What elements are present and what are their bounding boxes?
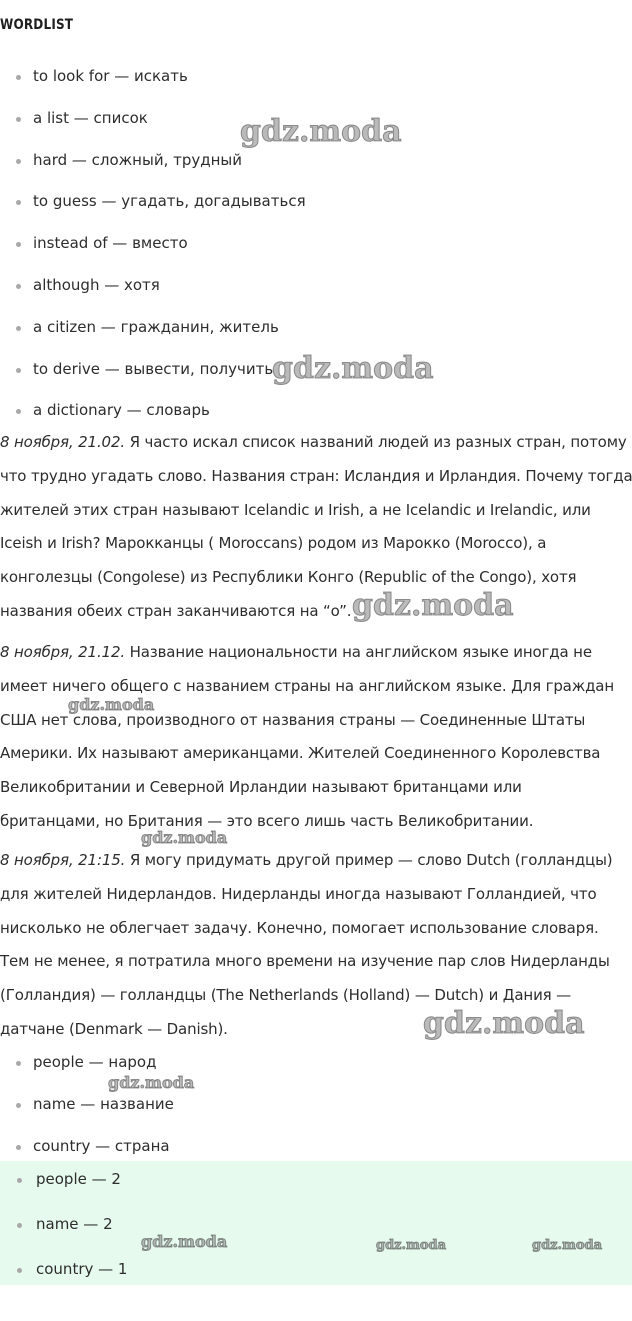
- list-item: a dictionary — словарь: [0, 400, 306, 442]
- entry-text: США нет слова, производного от названия страны — Соединенные Штаты: [0, 710, 586, 729]
- watermark: gdz.moda: [240, 114, 402, 149]
- diary-entry-2: [0, 636, 632, 839]
- watermark: gdz.moda: [68, 695, 155, 714]
- entry-text: Я могу придумать другой пример — слово Dutch (голландцы): [125, 851, 613, 869]
- entry-text: жителей этих стран называют Icelandic и Irish, а не Icelandic и Irelandic, или: [0, 500, 591, 519]
- watermark: gdz.moda: [376, 1238, 447, 1253]
- entry-text: Великобритании и Северной Ирландии называют британцами или: [0, 778, 522, 797]
- list-item: a citizen — гражданин, житель: [0, 317, 306, 359]
- wordlist-heading: WORDLIST: [0, 17, 74, 33]
- entry-text: для жителей Нидерландов. Нидерланды иногда называют Голландией, что: [0, 884, 597, 903]
- list-item: although — хотя: [0, 275, 306, 317]
- list-item: to derive — вывести, получить: [0, 359, 306, 401]
- list-item: country — страна: [0, 1136, 174, 1178]
- watermark: gdz.moda: [141, 1232, 228, 1251]
- entry-text: конголезцы (Congolese) из Республики Конго (Republic of the Congo), хотя: [0, 568, 577, 587]
- watermark: gdz.moda: [352, 588, 514, 623]
- list-item: people — народ: [0, 1052, 174, 1094]
- entry-text: (Голландия) — голландцы (The Netherlands (Holland) — Dutch) и Дания —: [0, 986, 572, 1005]
- entry-text: нисколько не облегчает задачу. Конечно, помогает использование словаря.: [0, 918, 599, 937]
- entry-text: названия обеих стран заканчиваются на “o”.: [0, 601, 352, 620]
- answer-list: [0, 1169, 127, 1304]
- diary-entry-1: [0, 426, 632, 629]
- watermark: gdz.moda: [532, 1238, 603, 1253]
- watermark: gdz.moda: [141, 828, 228, 847]
- entry-text: Я часто искал список названий людей из разных стран, потому: [124, 433, 627, 451]
- answer-item: people — 2: [0, 1169, 127, 1214]
- answer-item: country — 1: [0, 1259, 127, 1304]
- list-item: name — название: [0, 1094, 174, 1136]
- watermark: gdz.moda: [423, 1006, 585, 1041]
- entry-text: Тем не менее, я потратила много времени на изучение пар слов Нидерланды: [0, 952, 610, 971]
- watermark: gdz.moda: [272, 351, 434, 386]
- answer-box: [0, 1161, 632, 1285]
- entry-text: Iceish и Irish? Марокканцы ( Moroccans) родом из Марокко (Morocco), а: [0, 534, 547, 553]
- watermark: gdz.moda: [108, 1073, 195, 1092]
- entry-text: датчане (Denmark — Danish).: [0, 1019, 228, 1038]
- answer-item: name — 2: [0, 1214, 127, 1259]
- diary-entry-3: [0, 844, 632, 1047]
- entry-text: имеет ничего общего с названием страны на английском языке. Для граждан: [0, 676, 615, 695]
- wordlist: [0, 66, 306, 442]
- entry-text: что трудно угадать слово. Названия стран: Исландия и Ирландия. Почему тогда: [0, 466, 632, 485]
- entry-text: Америки. Их называют американцами. Жителей Соединенного Королевства: [0, 744, 601, 763]
- entry-timestamp: 8 ноября, 21.12.: [0, 643, 125, 661]
- list-item: to look for — искать: [0, 66, 306, 108]
- task-wordlist: [0, 1052, 174, 1177]
- entry-timestamp: 8 ноября, 21:15.: [0, 851, 126, 869]
- list-item: hard — сложный, трудный: [0, 150, 306, 192]
- list-item: to guess — угадать, догадываться: [0, 191, 306, 233]
- entry-text: британцами, но Британия — это всего лишь часть Великобритании.: [0, 811, 534, 830]
- list-item: instead of — вместо: [0, 233, 306, 275]
- entry-timestamp: 8 ноября, 21.02.: [0, 433, 125, 451]
- entry-text: Название национальности на английском языке иногда не: [124, 643, 592, 661]
- list-item: a list — список: [0, 108, 306, 150]
